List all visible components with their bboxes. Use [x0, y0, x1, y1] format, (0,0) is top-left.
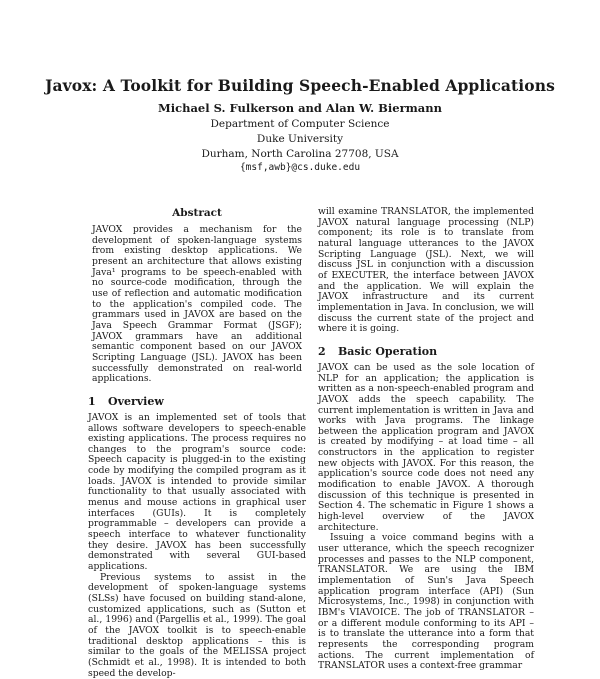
section-1-paragraph-2: Previous systems to assist in the development of spoken-language systems (SLSs) have focused on building stand-alone, customized applications, such as (Sutton et al., 1996) and (Pargellis et al., 1999). The goal of the JAVOX toolkit is to speech-enable traditional desktop applications – this is similar to the goals of the MELISSA project (Schmidt et al., 1998). It is intended to both speed the develop- [88, 571, 306, 679]
affiliation-department: Department of Computer Science [210, 118, 390, 130]
section-1-heading [88, 395, 306, 408]
section-2-paragraph-2: Issuing a voice command begins with a user utterance, which the speech recognizer processes and passes to the NLP component, TRANSLATOR. We are using the IBM implementation of Sun's Java Speech application program interface (API) (Sun Microsystems, Inc., 1998) in conjunction with IBM's VIAVOICE. The job of TRANSLATOR – or a different module conforming to its API – is to translate the utterance into a form that represents the corresponding program actions. The current implementation of TRANSLATOR uses a context-free grammar [318, 532, 534, 672]
section-2-paragraph-1: JAVOX can be used as the sole location of NLP for an application; the application is written as a non-speech-enabled program and JAVOX adds the speech capability. The current implementation is written in Java and works with Java programs. The linkage between the application program and JAVOX is created by modifying – at load time – all constructors in the application to register new objects with JAVOX. For this reason, the application's source code does not need any modification to enable JAVOX. A thorough discussion of this technique is presented in Section 4. The schematic in Figure 1 shows a high-level overview of the JAVOX architecture. [318, 361, 534, 533]
section-1-number: 1 [88, 394, 96, 408]
paper-title: Javox: A Toolkit for Building Speech-Enabled Applications [45, 76, 555, 95]
affiliation-address: Durham, North Carolina 27708, USA [201, 148, 399, 160]
left-column [88, 207, 306, 679]
abstract-text: JAVOX provides a mechanism for the development of spoken-language systems from existing desktop applications. We present an architecture that allows existing Java¹ programs to be speech-enabled with no source-code modification, through the use of reflection and automatic modification to the application's compiled code. The grammars used in JAVOX are based on the Java Speech Grammar Format (JSGF); JAVOX grammars have an additional semantic component based on our JAVOX Scripting Language (JSL). JAVOX has been successfully demonstrated on real-world applications. [92, 224, 302, 385]
section-1-title: Overview [108, 394, 164, 408]
right-column-intro: will examine TRANSLATOR, the implemented JAVOX natural language processing (NLP) component; its role is to translate from natural language utterances to the JAVOX Scripting Language (JSL). Next, we will discuss JSL in conjunction with a discussion of EXECUTER, the interface between JAVOX and the application. We will explain the JAVOX infrastructure and its current implementation in Java. In conclusion, we will discuss the current state of the project and where it is going. [318, 206, 534, 335]
affiliation-university: Duke University [256, 133, 344, 145]
section-2-heading [318, 345, 534, 358]
section-1-paragraph-1: JAVOX is an implemented set of tools that allows software developers to speech-enable existing applications. The process requires no changes to the program's source code: Speech capacity is plugged-in to the existing code by modifying the compiled program as it loads. JAVOX is intended to provide similar functionality to that usually associated with menus and mouse actions in graphical user interfaces (GUIs). It is completely programmable – developers can provide a speech interface to whatever functionality they desire. JAVOX has been successfully demonstrated with several GUI-based applications. [88, 411, 306, 573]
affiliation-email: {msf,awb}@cs.duke.edu [239, 162, 361, 173]
section-2-number: 2 [318, 344, 326, 358]
section-2-title: Basic Operation [338, 344, 438, 358]
abstract-heading: Abstract [172, 207, 222, 219]
paper-authors: Michael S. Fulkerson and Alan W. Biermann [158, 101, 442, 115]
right-column [318, 207, 534, 672]
